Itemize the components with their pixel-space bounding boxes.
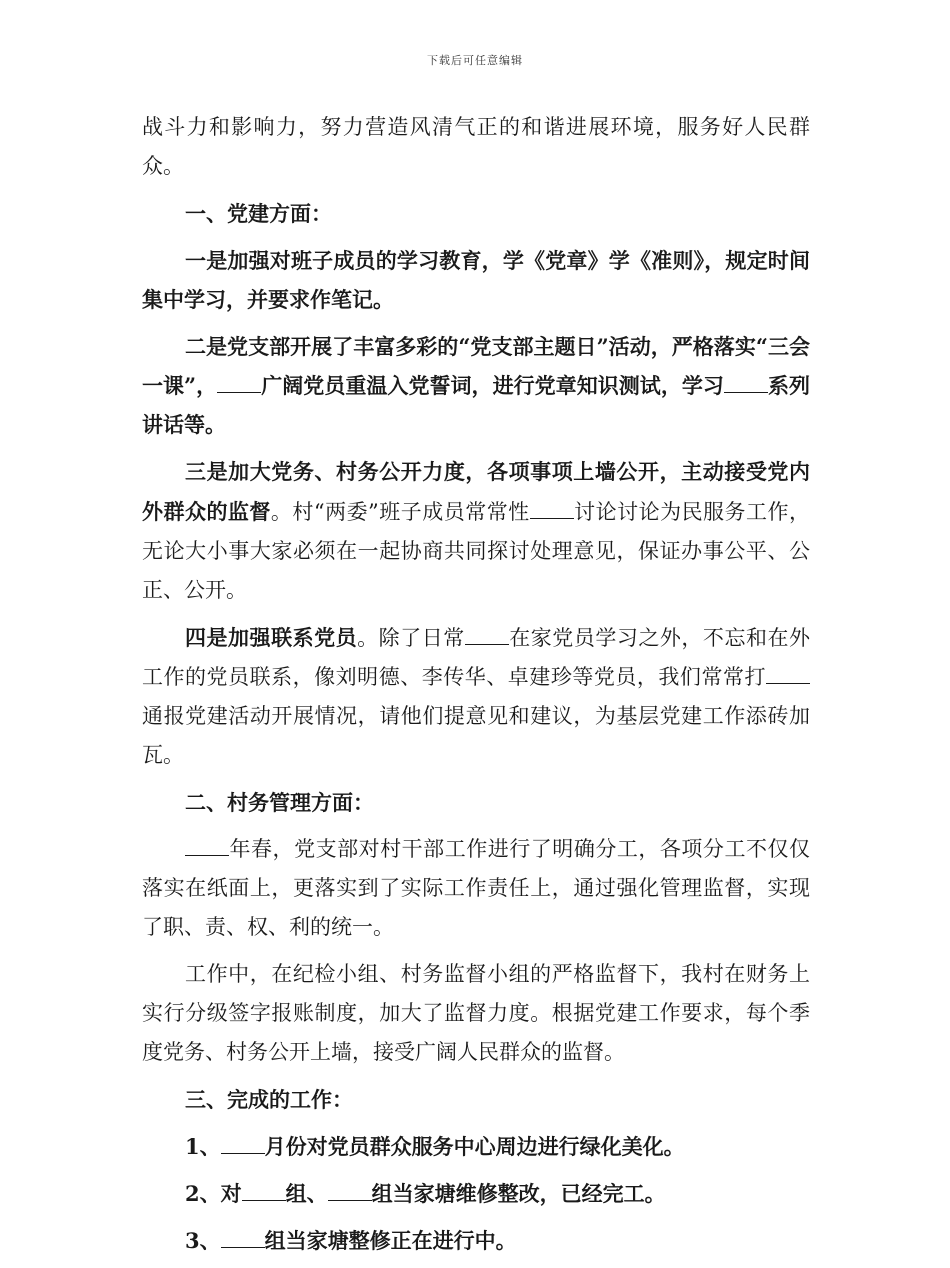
fill-blank [217,373,261,393]
text-segment: 。除了日常 [357,626,465,650]
text-segment: 。村“两委”班子成员常常性 [270,500,530,524]
paragraph-village-supervision: 工作中，在纪检小组、村务监督小组的严格监督下，我村在财务上实行分级签字报账制度，加大了监督力度。根据党建工作要求，每个季度党务、村务公开上墙，接受广阔人民群众的监督。 [142,962,810,1064]
text-segment: 年春，党支部对村干部工作进行了明确分工，各项分工不仅仅落实在纸面上，更落实到了实际工作责任上，通过强化管理监督，实现了职、责、权、利的统一。 [142,837,810,939]
fill-blank [221,1134,265,1154]
fill-blank [242,1181,286,1201]
text-segment: 组当家塘维修整改，已经完工。 [371,1181,666,1206]
text-segment: 讨论讨论为民服务工作，无论大小事大家必须在一起协商共同探讨处理意见，保证办事公平、公正、公开。 [142,500,810,602]
text-segment: 3、 [185,1228,221,1253]
text-segment: 通报党建活动开展情况，请他们提意见和建议，为基层党建工作添砖加瓦。 [142,704,810,767]
text-segment: 1、 [185,1134,221,1159]
text-segment: 组当家塘整修正在进行中。 [264,1228,517,1253]
paragraph-first-point: 一是加强对班子成员的学习教育，学《党章》学《准则》，规定时间集中学习，并要求作笔记。 [142,248,810,312]
text-segment: 广阔党员重温入党誓词，进行党章知识测试，学习 [261,373,724,398]
fill-blank [185,836,229,856]
paragraph-second-point [142,327,810,444]
section-heading-village-affairs: 二、村务管理方面： [185,790,374,815]
list-item-completed-2 [142,1174,810,1213]
fill-blank [724,373,768,393]
section-heading-party-building: 一、党建方面： [185,201,332,226]
fill-blank [465,625,509,645]
text-segment: 月份对党员群众服务中心周边进行绿化美化。 [264,1134,685,1159]
page-header-note: 下载后可任意编辑 [427,54,523,67]
fill-blank [530,499,574,519]
text-segment: 系列讲话等。 [142,373,810,437]
fill-blank [328,1181,372,1201]
paragraph-fourth-point [142,618,810,775]
fill-blank [221,1228,265,1248]
text-segment: 组、 [285,1181,328,1206]
paragraph-village-division [142,830,810,947]
text-segment: 2、对 [185,1181,242,1206]
text-segment-bold: 四是加强联系党员 [185,625,358,650]
document-body [142,108,810,1268]
fill-blank [766,664,810,684]
section-heading-completed-work: 三、完成的工作： [185,1087,353,1112]
list-item-completed-1 [142,1127,810,1166]
list-item-completed-3 [142,1221,810,1260]
paragraph-intro: 战斗力和影响力，努力营造风清气正的和谐进展环境，服务好人民群众。 [142,115,810,178]
text-segment: 二是党支部开展了丰富多彩的“党支部主题日”活动，严格落实“三会一课”， [142,334,810,398]
text-segment: 在家党员学习之外，不忘和在外工作的党员联系，像刘明德、李传华、卓建珍等党员，我们常常打 [142,626,811,689]
paragraph-third-point [142,452,810,610]
text-segment-bold: 三是加大党务、村务公开力度，各项事项上墙公开，主动接受党内外群众的监督 [142,459,810,524]
